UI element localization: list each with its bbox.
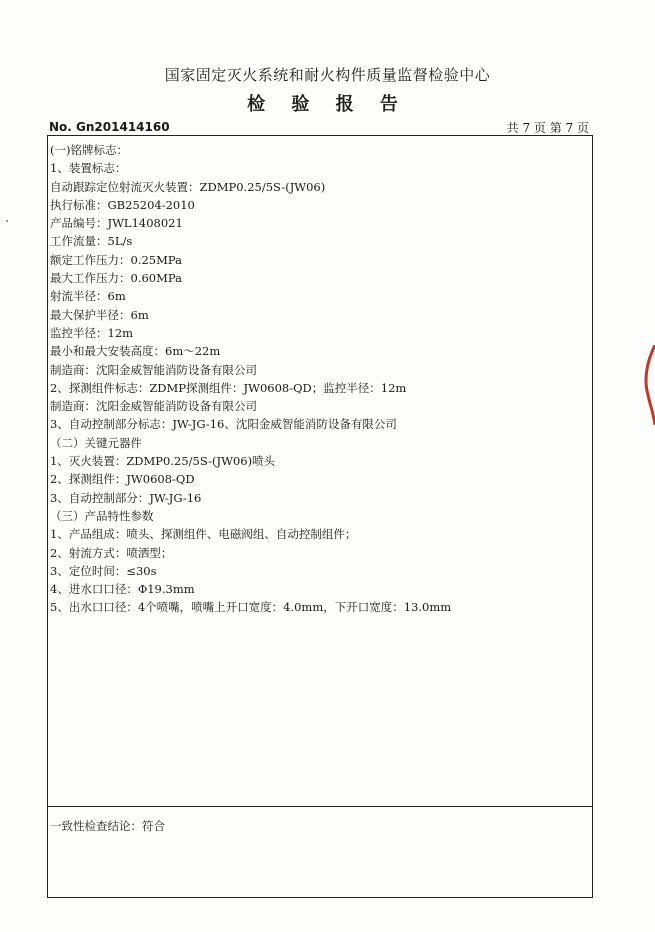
organization-name: 国家固定灭火系统和耐火构件质量监督检验中心 <box>164 66 491 84</box>
content-line: 1、产品组成：喷头、探测组件、电磁阀组、自动控制组件； <box>50 527 357 542</box>
content-line: 执行标准：GB25204-2010 <box>50 197 195 212</box>
content-line: 自动跟踪定位射流灭火装置：ZDMP0.25/5S-(JW06) <box>50 179 326 194</box>
content-line: 最小和最大安装高度：6m～22m <box>50 344 221 359</box>
content-line: 最大工作压力：0.60MPa <box>50 271 182 286</box>
report-title: 检 验 报 告 <box>247 94 408 115</box>
content-line: 3、定位时间：≤30s <box>50 563 157 578</box>
content-body <box>50 141 588 617</box>
red-edge-mark-icon <box>642 345 655 425</box>
content-line: 2、探测组件标志：ZDMP探测组件：JW0608-QD；监控半径：12m <box>50 380 407 395</box>
content-line: 3、自动控制部分标志：JW-JG-16、沈阳金威智能消防设备有限公司 <box>50 417 397 432</box>
section-heading-product-parameters: （三）产品特性参数 <box>50 508 154 523</box>
content-frame <box>47 135 593 898</box>
content-line: 2、射流方式：喷洒型； <box>50 545 173 560</box>
content-line: 最大保护半径：6m <box>50 307 149 322</box>
content-line: 1、灭火装置：ZDMP0.25/5S-(JW06)喷头 <box>50 454 276 469</box>
scan-speck <box>6 220 8 222</box>
content-line: 1、装置标志： <box>50 161 127 176</box>
content-line: 4、进水口口径：Φ19.3mm <box>50 582 195 597</box>
content-line: 射流半径：6m <box>50 289 126 304</box>
section-heading-key-components: （二）关键元器件 <box>50 435 142 450</box>
content-line: 制造商：沈阳金威智能消防设备有限公司 <box>50 399 257 414</box>
content-line: 3、自动控制部分：JW-JG-16 <box>50 490 202 505</box>
content-line: 监控半径：12m <box>50 325 134 340</box>
conformity-conclusion: 一致性检查结论：符合 <box>50 819 165 833</box>
content-line: 5、出水口口径：4个喷嘴，喷嘴上开口宽度：4.0mm，下开口宽度：13.0mm <box>50 600 452 615</box>
content-line: 2、探测组件：JW0608-QD <box>50 472 195 487</box>
report-number: No. Gn201414160 <box>49 120 170 134</box>
content-line: 额定工作压力：0.25MPa <box>50 252 182 267</box>
content-line: 制造商：沈阳金威智能消防设备有限公司 <box>50 362 257 377</box>
content-line: 工作流量：5L/s <box>50 234 133 249</box>
page-indicator: 共 7 页 第 7 页 <box>506 121 589 135</box>
content-line: 产品编号：JWL1408021 <box>50 216 183 231</box>
section-heading-nameplate: (一)铭牌标志： <box>50 143 128 157</box>
conclusion-divider <box>48 806 592 807</box>
